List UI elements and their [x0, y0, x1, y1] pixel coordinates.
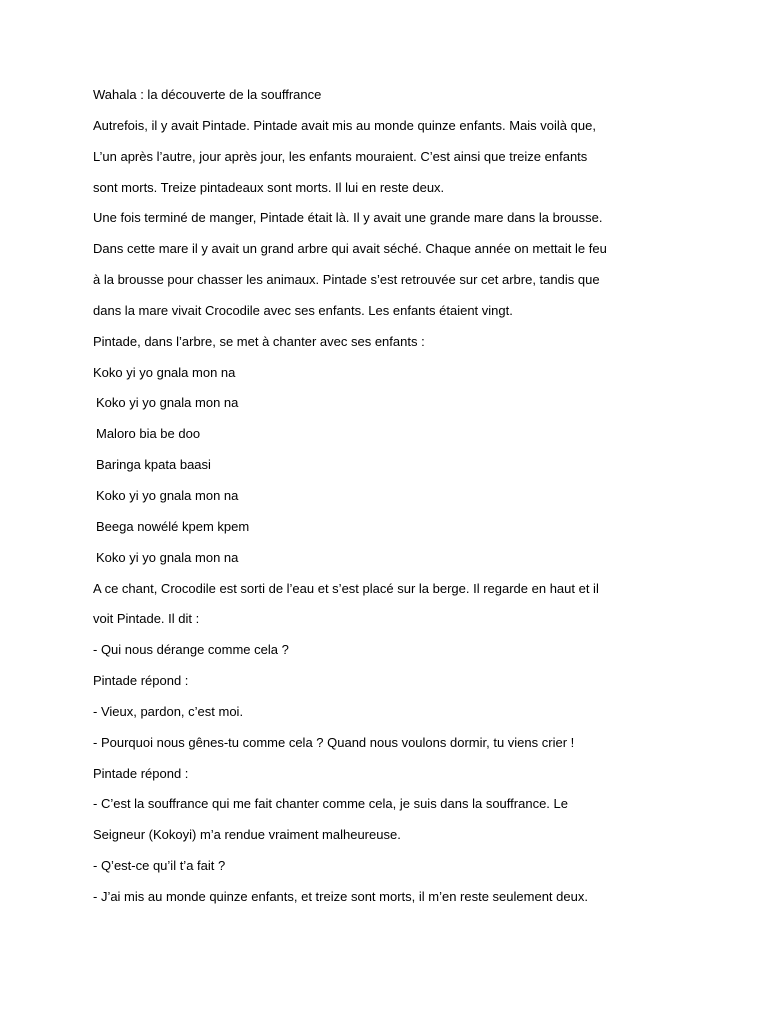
song-line: Koko yi yo gnala mon na	[93, 364, 236, 380]
dialogue-line: - Vieux, pardon, c’est moi.	[93, 703, 244, 719]
song-line: Maloro bia be doo	[96, 426, 201, 442]
paragraph-line: A ce chant, Crocodile est sorti de l’eau et s’est placé sur la berge. Il regarde en haut et il	[93, 580, 599, 596]
document-title: Wahala : la découverte de la souffrance	[93, 87, 322, 102]
paragraph-line: voit Pintade. Il dit :	[93, 611, 200, 627]
paragraph-line: Pintade répond :	[93, 673, 189, 689]
dialogue-line: - C’est la souffrance qui me fait chanter comme cela, je suis dans la souffrance. Le	[93, 796, 568, 812]
dialogue-line: - Qui nous dérange comme cela ?	[93, 642, 289, 658]
dialogue-line: - J’ai mis au monde quinze enfants, et treize sont morts, il m’en reste seulement deux.	[93, 888, 588, 904]
paragraph-line: Pintade, dans l’arbre, se met à chanter avec ses enfants :	[93, 333, 425, 349]
song-line: Koko yi yo gnala mon na	[96, 487, 239, 503]
dialogue-line: - Pourquoi nous gênes-tu comme cela ? Quand nous voulons dormir, tu viens crier !	[93, 734, 575, 750]
song-line: Koko yi yo gnala mon na	[96, 549, 239, 565]
document-body	[93, 84, 713, 917]
song-line: Baringa kpata baasi	[96, 457, 211, 473]
dialogue-line: - Q’est-ce qu’il t’a fait ?	[93, 858, 226, 874]
paragraph-line: dans la mare vivait Crocodile avec ses enfants. Les enfants étaient vingt.	[93, 302, 513, 318]
paragraph-line: Pintade répond :	[93, 765, 189, 781]
paragraph-line: Autrefois, il y avait Pintade. Pintade avait mis au monde quinze enfants. Mais voilà que,	[93, 117, 596, 133]
paragraph-line: Seigneur (Kokoyi) m’a rendue vraiment malheureuse.	[93, 827, 401, 843]
song-line: Beega nowélé kpem kpem	[96, 518, 250, 534]
paragraph-line: sont morts. Treize pintadeaux sont morts. Il lui en reste deux.	[93, 179, 445, 195]
paragraph-line: Une fois terminé de manger, Pintade était là. Il y avait une grande mare dans la brousse.	[93, 210, 603, 226]
paragraph-line: L’un après l’autre, jour après jour, les enfants mouraient. C’est ainsi que treize enfants	[93, 148, 588, 164]
paragraph-line: à la brousse pour chasser les animaux. Pintade s’est retrouvée sur cet arbre, tandis que	[93, 272, 600, 288]
paragraph-line: Dans cette mare il y avait un grand arbre qui avait séché. Chaque année on mettait le feu	[93, 241, 607, 257]
song-line: Koko yi yo gnala mon na	[96, 395, 239, 411]
